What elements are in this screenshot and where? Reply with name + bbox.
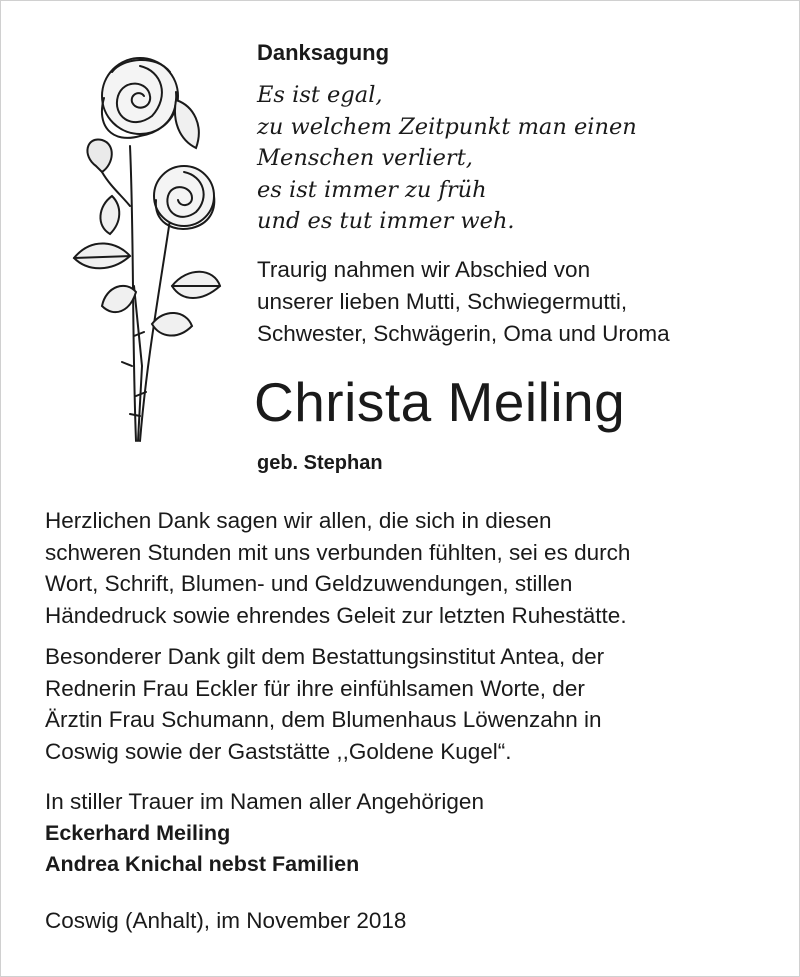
- intro-line: Traurig nahmen wir Abschied von: [257, 257, 591, 282]
- heading: Danksagung: [257, 40, 390, 65]
- paragraph-line: schweren Stunden mit uns verbunden fühlten, sei es durch: [45, 539, 631, 565]
- poem-line: Menschen verliert,: [257, 145, 473, 171]
- paragraph-line: Händedruck sowie ehrendes Geleit zur letzten Ruhestätte.: [45, 602, 627, 628]
- thanks-paragraph: [45, 505, 630, 631]
- maiden-name: geb. Stephan: [257, 452, 383, 474]
- signatory-name: Andrea Knichal nebst Familien: [45, 852, 360, 876]
- poem-line: es ist immer zu früh: [257, 176, 487, 203]
- intro-line: Schwester, Schwägerin, Oma und Uroma: [257, 321, 670, 346]
- special-thanks-paragraph: [45, 641, 604, 767]
- intro-line: unserer lieben Mutti, Schwiegermutti,: [257, 289, 628, 314]
- poem-line: Es ist egal,: [257, 82, 383, 108]
- signature-line: In stiller Trauer im Namen aller Angehörigen: [45, 789, 484, 814]
- intro-text: [257, 254, 670, 350]
- rose-illustration-icon: [52, 36, 232, 456]
- signatory-name: Eckerhard Meiling: [45, 820, 231, 845]
- paragraph-line: Coswig sowie der Gaststätte ,,Goldene Kugel“.: [45, 738, 512, 764]
- signature-block: [45, 786, 484, 881]
- poem-line: zu welchem Zeitpunkt man einen: [257, 113, 637, 140]
- poem: [257, 80, 637, 238]
- poem-line: und es tut immer weh.: [257, 208, 515, 234]
- paragraph-line: Rednerin Frau Eckler für ihre einfühlsamen Worte, der: [45, 675, 585, 701]
- paragraph-line: Besonderer Dank gilt dem Bestattungsinstitut Antea, der: [45, 644, 605, 669]
- place-date: Coswig (Anhalt), im November 2018: [45, 908, 407, 933]
- deceased-name: Christa Meiling: [254, 371, 626, 433]
- paragraph-line: Herzlichen Dank sagen wir allen, die sich in diesen: [45, 508, 552, 533]
- paragraph-line: Ärztin Frau Schumann, dem Blumenhaus Löwenzahn in: [45, 707, 602, 732]
- paragraph-line: Wort, Schrift, Blumen- und Geldzuwendungen, stillen: [45, 571, 573, 596]
